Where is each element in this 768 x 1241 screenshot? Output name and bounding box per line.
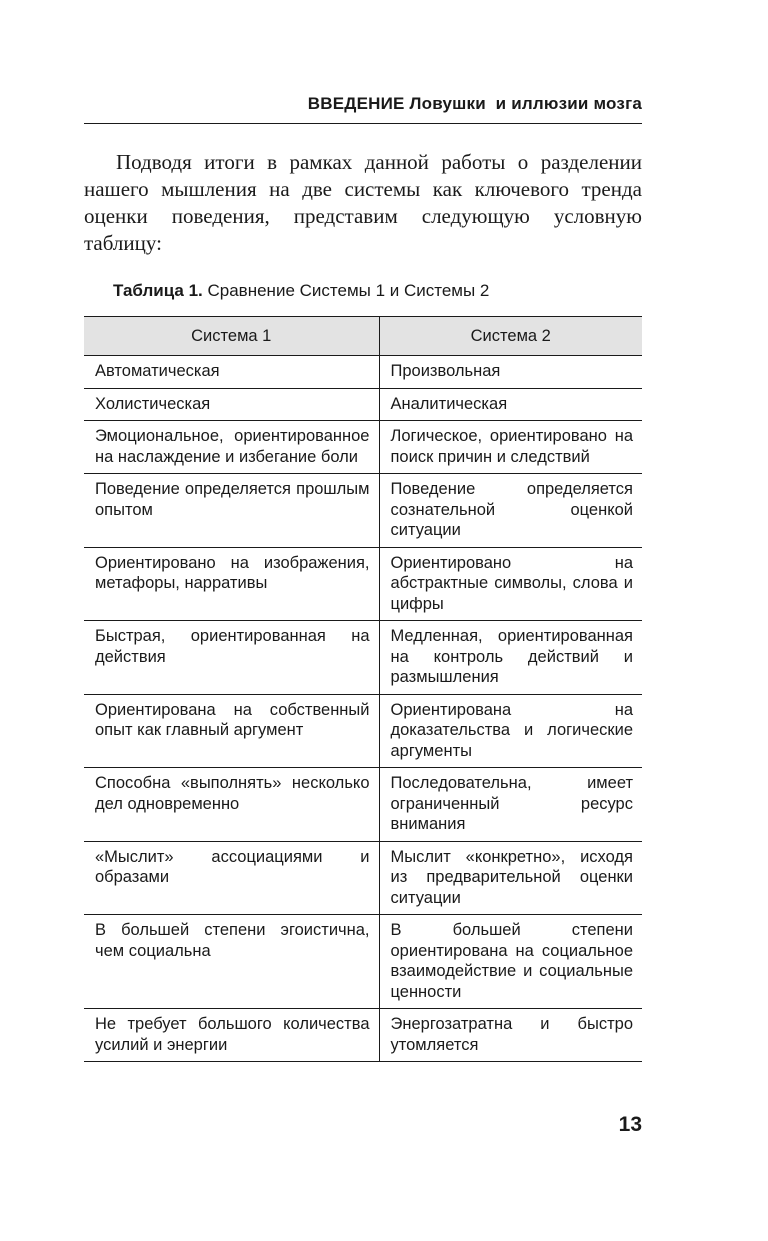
intro-paragraph: Подводя итоги в рамках данной работы о разделении нашего мышления на две системы как ключевого тренда оценки поведения, представим следующую условную таблицу: — [84, 150, 642, 255]
table-row — [84, 694, 642, 768]
table-header-row — [84, 317, 642, 356]
system-2-cell: Мыслит «конкретно», исходя из предварительной оценки ситуации — [379, 841, 642, 915]
table-row — [84, 1009, 642, 1062]
header-system-1: Система 1 — [84, 317, 379, 356]
table-row — [84, 474, 642, 548]
comparison-table — [84, 316, 642, 1062]
running-head-chapter: ВВЕДЕНИЕ — [307, 94, 405, 113]
system-2-cell: Логическое, ориентировано на поиск причин и следствий — [379, 421, 642, 474]
header-rule — [84, 123, 642, 124]
table-row — [84, 547, 642, 621]
system-2-cell: Ориентировано на абстрактные символы, слова и цифры — [379, 547, 642, 621]
system-1-cell: В большей степени эгоистична, чем социальна — [84, 915, 379, 1009]
system-1-cell: Холистическая — [84, 388, 379, 421]
system-1-cell: Способна «выполнять» несколько дел одновременно — [84, 768, 379, 842]
system-1-cell: Ориентировано на изображения, метафоры, нарративы — [84, 547, 379, 621]
running-head-title: Ловушки и иллюзии мозга — [409, 94, 642, 113]
header-system-2: Система 2 — [379, 317, 642, 356]
table-row — [84, 388, 642, 421]
table-caption — [113, 281, 633, 301]
system-2-cell: Произвольная — [379, 356, 642, 389]
system-1-cell: Ориентирована на собственный опыт как главный аргумент — [84, 694, 379, 768]
system-1-cell: Эмоциональное, ориентированное на наслаждение и избегание боли — [84, 421, 379, 474]
system-1-cell: Не требует большого количества усилий и энергии — [84, 1009, 379, 1062]
table-row — [84, 356, 642, 389]
system-2-cell: Энергозатратна и быстро утомляется — [379, 1009, 642, 1062]
page-number: 13 — [618, 1113, 642, 1136]
system-2-cell: Аналитическая — [379, 388, 642, 421]
system-2-cell: В большей степени ориентирована на социальное взаимодействие и социальные ценности — [379, 915, 642, 1009]
table-row — [84, 621, 642, 695]
system-2-cell: Ориентирована на доказательства и логические аргументы — [379, 694, 642, 768]
table-row — [84, 841, 642, 915]
system-2-cell: Поведение определяется сознательной оценкой ситуации — [379, 474, 642, 548]
table-row — [84, 915, 642, 1009]
system-2-cell: Последовательна, имеет ограниченный ресурс внимания — [379, 768, 642, 842]
system-1-cell: Быстрая, ориентированная на действия — [84, 621, 379, 695]
running-head — [84, 94, 642, 114]
system-2-cell: Медленная, ориентированная на контроль действий и размышления — [379, 621, 642, 695]
system-1-cell: Поведение определяется прошлым опытом — [84, 474, 379, 548]
table-row — [84, 768, 642, 842]
system-1-cell: Автоматическая — [84, 356, 379, 389]
table-row — [84, 421, 642, 474]
table-caption-number: Таблица 1. — [113, 281, 203, 300]
table-caption-text: Сравнение Системы 1 и Системы 2 — [207, 281, 490, 300]
system-1-cell: «Мыслит» ассоциациями и образами — [84, 841, 379, 915]
